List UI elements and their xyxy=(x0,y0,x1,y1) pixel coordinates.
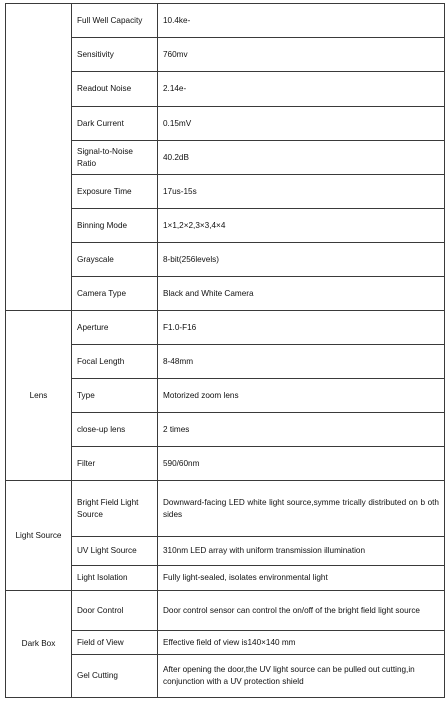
parameter-label: Binning Mode xyxy=(72,209,158,243)
table-row xyxy=(6,379,445,413)
parameter-label: Focal Length xyxy=(72,345,158,379)
table-row xyxy=(6,243,445,277)
parameter-value: 8-bit(256levels) xyxy=(158,243,445,277)
group-label: Lens xyxy=(6,311,72,481)
specification-table-body xyxy=(6,4,445,698)
parameter-label: Grayscale xyxy=(72,243,158,277)
parameter-label: Field of View xyxy=(72,631,158,655)
group-label: Dark Box xyxy=(6,591,72,698)
table-row xyxy=(6,591,445,631)
group-label: Light Source xyxy=(6,481,72,591)
parameter-value: Effective field of view is140×140 mm xyxy=(158,631,445,655)
table-row xyxy=(6,277,445,311)
parameter-value: Door control sensor can control the on/off of the bright field light source xyxy=(158,591,445,631)
parameter-value: 10.4ke- xyxy=(158,4,445,38)
table-row xyxy=(6,311,445,345)
table-row xyxy=(6,141,445,175)
parameter-label: Dark Current xyxy=(72,107,158,141)
parameter-label: Filter xyxy=(72,447,158,481)
parameter-label: Sensitivity xyxy=(72,38,158,72)
parameter-label: Light Isolation xyxy=(72,566,158,591)
parameter-value: 2 times xyxy=(158,413,445,447)
parameter-label: Gel Cutting xyxy=(72,655,158,698)
table-row xyxy=(6,566,445,591)
table-row xyxy=(6,4,445,38)
parameter-value: 2.14e- xyxy=(158,72,445,107)
parameter-label: Signal-to-Noise Ratio xyxy=(72,141,158,175)
table-row xyxy=(6,72,445,107)
parameter-value: 310nm LED array with uniform transmission illumination xyxy=(158,537,445,566)
parameter-label: Full Well Capacity xyxy=(72,4,158,38)
parameter-label: close-up lens xyxy=(72,413,158,447)
parameter-value: Downward-facing LED white light source,symme trically distributed on b oth sides xyxy=(158,481,445,537)
parameter-label: Bright Field Light Source xyxy=(72,481,158,537)
parameter-value: 590/60nm xyxy=(158,447,445,481)
parameter-value: 760mv xyxy=(158,38,445,72)
table-row xyxy=(6,655,445,698)
table-row xyxy=(6,175,445,209)
table-row xyxy=(6,447,445,481)
table-row xyxy=(6,107,445,141)
parameter-value: 40.2dB xyxy=(158,141,445,175)
table-row xyxy=(6,481,445,537)
parameter-value: Fully light-sealed, isolates environmental light xyxy=(158,566,445,591)
table-row xyxy=(6,209,445,243)
parameter-label: Type xyxy=(72,379,158,413)
parameter-value: F1.0-F16 xyxy=(158,311,445,345)
parameter-label: Camera Type xyxy=(72,277,158,311)
parameter-label: Readout Noise xyxy=(72,72,158,107)
parameter-value: 0.15mV xyxy=(158,107,445,141)
parameter-label: Aperture xyxy=(72,311,158,345)
table-row xyxy=(6,537,445,566)
table-row xyxy=(6,413,445,447)
group-label xyxy=(6,4,72,311)
table-row xyxy=(6,38,445,72)
parameter-value: 17us-15s xyxy=(158,175,445,209)
specification-table xyxy=(5,3,445,698)
table-row xyxy=(6,631,445,655)
parameter-value: Black and White Camera xyxy=(158,277,445,311)
parameter-label: UV Light Source xyxy=(72,537,158,566)
parameter-value: 8-48mm xyxy=(158,345,445,379)
parameter-value: 1×1,2×2,3×3,4×4 xyxy=(158,209,445,243)
parameter-value: After opening the door,the UV light source can be pulled out cutting,in conjunction with a UV protection shield xyxy=(158,655,445,698)
parameter-value: Motorized zoom lens xyxy=(158,379,445,413)
parameter-label: Door Control xyxy=(72,591,158,631)
parameter-label: Exposure Time xyxy=(72,175,158,209)
table-row xyxy=(6,345,445,379)
